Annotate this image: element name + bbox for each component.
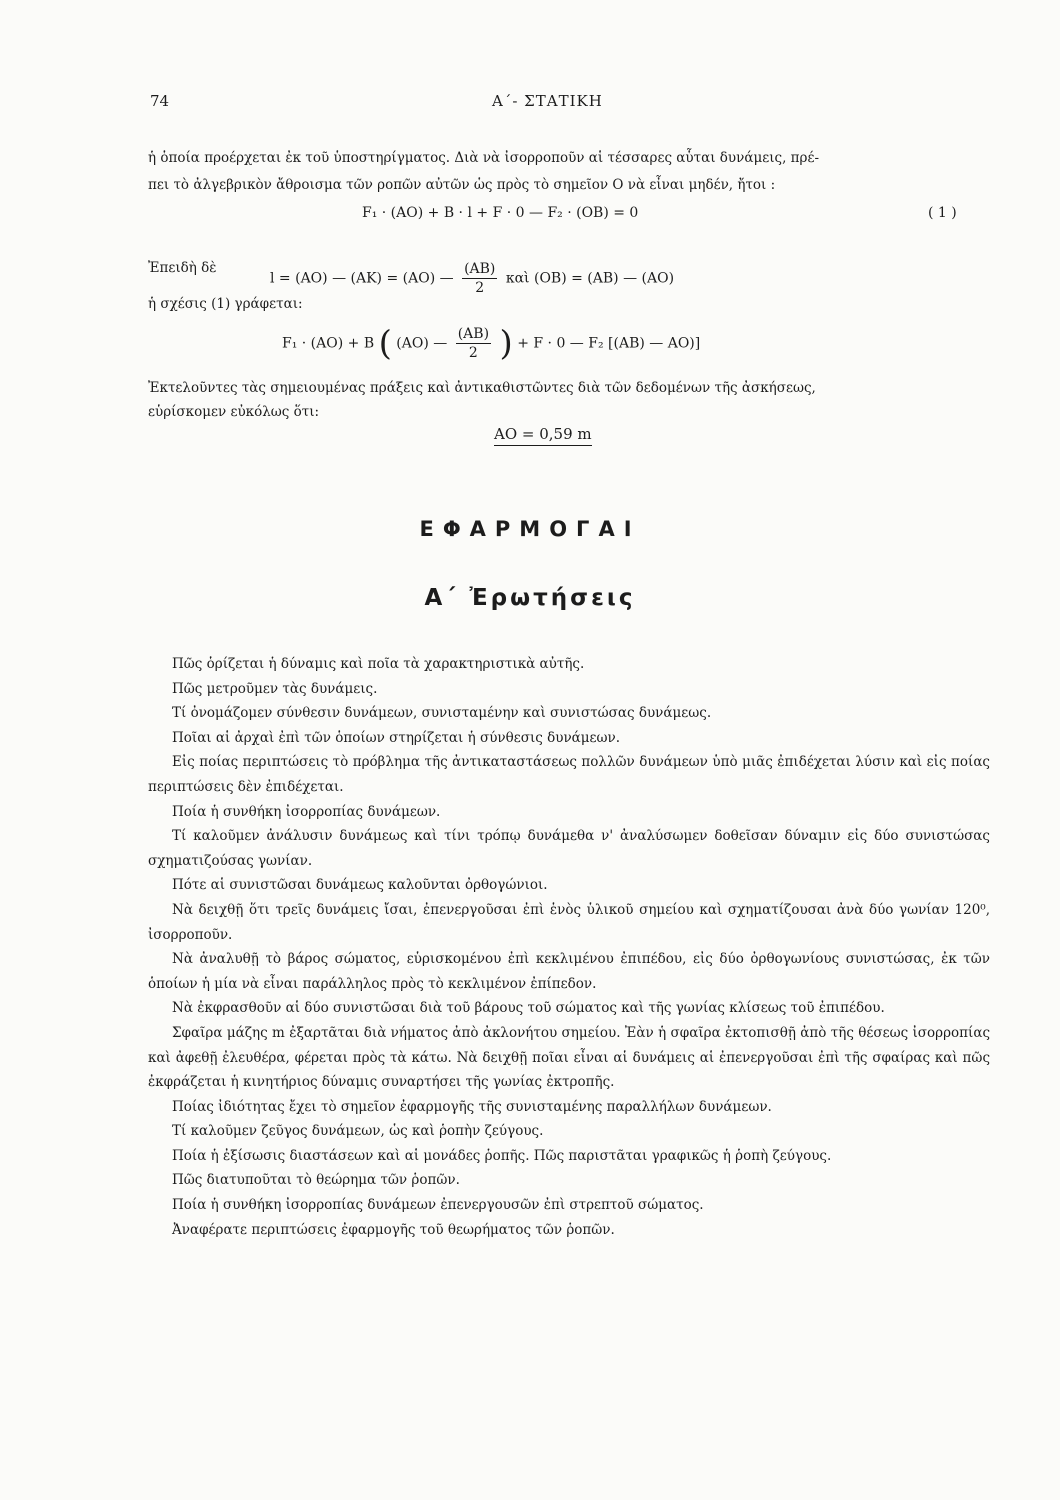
section-title: ΕΦΑΡΜΟΓΑΙ — [419, 517, 641, 541]
question-item: Εἰς ποίας περιπτώσεις τὸ πρόβλημα τῆς ἀντικαταστάσεως πολλῶν δυνάμεων ὑπὸ μιᾶς ἐπιδέχεται λύσιν καὶ εἰς ποίας περιπτώσεις δὲν ἐπιδέχεται. — [148, 754, 990, 795]
fraction-numerator: (ΑΒ) — [464, 261, 496, 277]
equation-2-left: l = (ΑΟ) — (ΑΚ) = (ΑΟ) — — [270, 270, 454, 287]
question-item: Πῶς διατυποῦται τὸ θεώρημα τῶν ῥοπῶν. — [172, 1172, 460, 1189]
question-item: Ποίας ἰδιότητας ἔχει τὸ σημεῖον ἐφαρμογῆς τῆς συνισταμένης παραλλήλων δυνάμεων. — [172, 1098, 772, 1115]
equation-2-label: Ἐπειδὴ δὲ — [148, 260, 217, 276]
question-item: Ποία ἡ ἐξίσωσις διαστάσεων καὶ αἱ μονάδες ῥοπῆς. Πῶς παριστᾶται γραφικῶς ἡ ῥοπὴ ζεύγους. — [172, 1147, 832, 1164]
intro-line-2: πει τὸ ἀλγεβρικὸν ἄθροισμα τῶν ροπῶν αὐτῶν ὡς πρὸς τὸ σημεῖον Ο νὰ εἶναι μηδέν, ἤτοι : — [148, 177, 776, 193]
question-item: Ἀναφέρατε περιπτώσεις ἐφαρμογῆς τοῦ θεωρήματος τῶν ῥοπῶν. — [172, 1221, 615, 1238]
subsection-title: Α΄ Ἐρωτήσεις — [424, 585, 636, 611]
question-item: Τί ὀνομάζομεν σύνθεσιν δυνάμεων, συνισταμένην καὶ συνιστώσας δυνάμεως. — [172, 705, 712, 722]
equation-1-number: ( 1 ) — [928, 205, 957, 221]
close-paren: ) — [499, 323, 513, 364]
equation-3-inner: (ΑΟ) — — [396, 335, 448, 352]
fraction-denominator: 2 — [468, 345, 478, 361]
page-number: 74 — [150, 92, 170, 110]
equation-3-suffix: + F · 0 — F₂ [(ΑΒ) — ΑΟ)] — [517, 335, 701, 352]
questions-list — [148, 652, 990, 1242]
equation-2-right: καὶ (ΟΒ) = (ΑΒ) — (ΑΟ) — [505, 270, 675, 287]
equation-3-prefix: F₁ · (ΑΟ) + Β — [282, 335, 375, 352]
question-item: Νὰ ἐκφρασθοῦν αἱ δύο συνιστῶσαι διὰ τοῦ βάρους τοῦ σώματος καὶ τῆς γωνίας κλίσεως τοῦ ἐπιπέδου. — [172, 1000, 885, 1017]
question-item: Πῶς μετροῦμεν τὰς δυνάμεις. — [172, 680, 378, 697]
equation-1: F₁ · (ΑΟ) + Β · l + F · 0 — F₂ · (ΟΒ) = 0 — [362, 205, 639, 221]
question-item: Ποία ἡ συνθήκη ἰσορροπίας δυνάμεων ἐπενεργουσῶν ἐπὶ στρεπτοῦ σώματος. — [172, 1197, 704, 1214]
intro-line-1: ἡ ὁποία προέρχεται ἐκ τοῦ ὑποστηρίγματος. Διὰ νὰ ἰσορροποῦν αἱ τέσσαρες αὗται δυνάμεις, πρέ- — [148, 150, 820, 166]
question-item: Τί καλοῦμεν ζεῦγος δυνάμεων, ὡς καὶ ῥοπὴν ζεύγους. — [172, 1123, 544, 1140]
fraction-denominator: 2 — [475, 280, 485, 296]
execution-line-2: εὑρίσκομεν εὐκόλως ὅτι: — [148, 404, 320, 420]
equation-2 — [270, 260, 674, 297]
relation-text: ἡ σχέσις (1) γράφεται: — [148, 296, 303, 312]
running-title: Α΄- ΣΤΑΤΙΚΗ — [492, 92, 603, 110]
open-paren: ( — [378, 323, 392, 364]
question-item: Νὰ ἀναλυθῇ τὸ βάρος σώματος, εὑρισκομένου ἐπὶ κεκλιμένου ἐπιπέδου, εἰς δύο ὀρθογωνίους συνιστώσας, ἐκ τῶν ὁποίων ἡ μία νὰ εἶναι παράλληλος πρὸς τὸ κεκλιμένον ἐπίπεδον. — [148, 951, 990, 992]
execution-line-1: Ἐκτελοῦντες τὰς σημειουμένας πράξεις καὶ ἀντικαθιστῶντες διὰ τῶν δεδομένων τῆς ἀσκήσεως, — [148, 380, 816, 396]
question-item: Πότε αἱ συνιστῶσαι δυνάμεως καλοῦνται ὀρθογώνιοι. — [172, 877, 548, 894]
question-item: Ποία ἡ συνθήκη ἰσορροπίας δυνάμεων. — [172, 803, 441, 820]
question-item: Νὰ δειχθῇ ὅτι τρεῖς δυνάμεις ἴσαι, ἐπενεργοῦσαι ἐπὶ ἑνὸς ὑλικοῦ σημείου καὶ σχηματίζουσαι ἀνὰ δύο γωνίαν 120⁰, ἰσορροποῦν. — [148, 901, 990, 943]
result-value: ΑΟ = 0,59 m — [494, 425, 592, 446]
question-item: Τί καλοῦμεν ἀνάλυσιν δυνάμεως καὶ τίνι τρόπῳ δυνάμεθα ν' ἀναλύσωμεν δοθεῖσαν δύναμιν εἰς δύο συνιστώσας σχηματιζούσας γωνίαν. — [148, 828, 990, 869]
question-item: Πῶς ὁρίζεται ἡ δύναμις καὶ ποῖα τὰ χαρακτηριστικὰ αὐτῆς. — [172, 656, 585, 672]
fraction-numerator: (ΑΒ) — [457, 326, 490, 342]
equation-3 — [282, 325, 700, 362]
equation-3-fraction — [456, 325, 491, 362]
equation-2-fraction — [462, 260, 497, 297]
question-item: Ποῖαι αἱ ἀρχαὶ ἐπὶ τῶν ὁποίων στηρίζεται ἡ σύνθεσις δυνάμεων. — [172, 729, 621, 746]
question-item: Σφαῖρα μάζης m ἐξαρτᾶται διὰ νήματος ἀπὸ ἀκλονήτου σημείου. Ἐὰν ἡ σφαῖρα ἐκτοπισθῇ ἀπὸ τῆς θέσεως ἰσορροπίας καὶ ἀφεθῇ ἐλευθέρα, φέρεται πρὸς τὰ κάτω. Νὰ δειχθῇ ποῖαι εἶναι αἱ δυνάμεις αἱ ἐπενεργοῦσαι ἐπὶ τῆς σφαίρας καὶ πῶς ἐκφράζεται ἡ κινητήριος δύναμις συναρτήσει τῆς γωνίας ἐκτροπῆς. — [148, 1024, 990, 1091]
